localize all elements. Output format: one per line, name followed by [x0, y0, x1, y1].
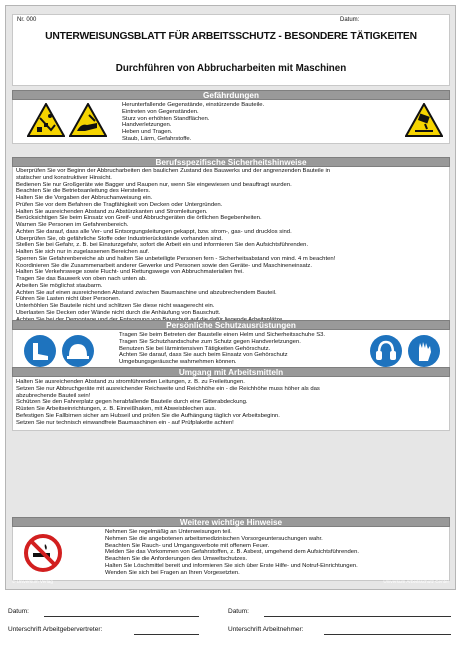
hazard-list: [122, 102, 264, 143]
list-item: Sperren Sie Gefahrenbereiche ab und halten Sie unbeteiligte Personen fern - Sicherheitsabstand von mind. 4 m beachten!: [16, 255, 336, 262]
list-item: Setzen Sie nur technisch einwandfreie Baumaschinen ein - auf Prüfplakette achten!: [16, 419, 234, 426]
list-item: Halten Sie Löschmittel bereit und informieren Sie sich über Erste Hilfe- und Notruf-Einrichtungen.: [105, 562, 358, 569]
signature-employee-field[interactable]: [324, 634, 451, 635]
list-item: Halten Sie die Vorgaben der Abbruchanweisung ein.: [16, 195, 153, 201]
list-item: Schützen Sie den Fahrerplatz gegen herabfallende Bauteile durch eine Gitterabdeckung.: [16, 399, 248, 406]
sheet-header: [12, 14, 450, 86]
list-item: Prüfen Sie vor dem Befahren die Tragfähigkeit von Decken oder Untergründen.: [16, 201, 223, 208]
section-safety-instructions: [12, 157, 450, 329]
header-date-label: Datum:: [340, 17, 360, 23]
safety-shoes-icon: [23, 334, 57, 368]
safety-list: [16, 168, 448, 323]
page-subtitle: Durchführen von Abbrucharbeiten mit Maschinen: [115, 63, 347, 74]
footer-publisher: © Universum Verlag: [12, 579, 53, 584]
list-item: Setzen Sie nur Abbruchgeräte mit ausreichender Reichweite und Reichhöhe ein - die Reichhöhe muss höher als das: [16, 385, 320, 392]
list-item: Halten Sie ausreichenden Abstand zu Abstürzkanten und Stromleitungen.: [16, 208, 208, 215]
list-item: abzubrechende Bauteil sein!: [16, 392, 91, 399]
list-item: Wenden Sie sich bei Fragen an Ihren Vorgesetzten.: [105, 569, 240, 576]
list-item: Überprüfen Sie, ob gefährliche Stoffe oder Industrierückstände vorhanden sind.: [16, 235, 223, 242]
list-item: Staub, Lärm, Gefahrstoffe.: [122, 135, 192, 142]
signature-employee-label: Unterschrift Arbeitnehmer:: [228, 626, 304, 633]
gloves-icon: [407, 334, 441, 368]
notes-list: [105, 529, 359, 576]
list-item: Arbeiten Sie möglichst staubarm.: [16, 282, 103, 289]
list-item: Tragen Sie Schutzhandschuhe zum Schutz gegen Handverletzungen.: [119, 338, 301, 345]
signature-employer-label: Unterschrift Arbeitgebervertreter:: [8, 626, 103, 633]
list-item: Halten Sie sich nur in zugelassenen Bereichen auf.: [16, 249, 150, 255]
list-item: Koordinieren Sie die Zusammenarbeit anderer Gewerke und Personen sowie den Geräte- und Maschineneinsatz.: [16, 262, 313, 269]
list-item: Unterhöhlen Sie Bauteile nicht und schlitzen Sie diese nicht waagerecht ein.: [16, 303, 215, 309]
falling-load-warning-icon: [405, 103, 443, 137]
page-title: UNTERWEISUNGSBLATT FÜR ARBEITSSCHUTZ - BESONDERE TÄTIGKEITEN: [45, 31, 417, 42]
no-smoking-no-fire-icon: [23, 533, 63, 573]
list-item: Stellen Sie bei Gefahr, z. B. bei Einsturzgefahr, sofort die Arbeit ein und informieren Sie den Aufsichtsführenden.: [16, 242, 309, 249]
list-item: Eintreten von Gegenständen.: [122, 108, 199, 115]
list-item: Melden Sie das Vorkommen von Gefahrstoffen, z. B. Asbest, umgehend dem Aufsichtsführenden.: [105, 549, 359, 556]
list-item: Tragen Sie beim Betreten der Baustelle einen Helm und Sicherheitsschuhe S3.: [119, 332, 326, 338]
list-item: Beachten Sie Rauch- und Umgangsverbote mit offenem Feuer.: [105, 542, 270, 549]
section-title-safety: Berufsspezifische Sicherheitshinweise: [12, 157, 450, 167]
equipment-list: [16, 379, 448, 426]
signature-employer-field[interactable]: [134, 634, 199, 635]
list-item: Nehmen Sie die angebotenen arbeitsmedizinischen Vorsorgeuntersuchungen wahr.: [105, 535, 323, 542]
falling-objects-warning-icon: [27, 103, 65, 137]
section-title-ppe: Persönliche Schutzausrüstungen: [12, 320, 450, 330]
list-item: Befestigen Sie Fallbirnen sicher am Hubseil und prüfen Sie die Aufhängung täglich vor Arbeitsbeginn.: [16, 412, 280, 419]
list-item: Handverletzungen.: [122, 122, 172, 129]
section-title-hazards: Gefährdungen: [12, 90, 450, 100]
list-item: Beachten Sie die Betriebsanleitung des Herstellers.: [16, 188, 151, 195]
list-item: Halten Sie Verkehrswege sowie Flucht- und Rettungswege von Abbruchmaterialien frei.: [16, 269, 244, 276]
instruction-sheet: [5, 5, 456, 590]
list-item: Überprüfen Sie vor Beginn der Abbrucharbeiten den baulichen Zustand des Bauwerks und der angrenzenden Bauteile in: [16, 168, 331, 174]
signature-date-left-label: Datum:: [8, 608, 29, 615]
list-item: Halten Sie ausreichenden Abstand zu stromführenden Leitungen, z. B. zu Freileitungen.: [16, 379, 245, 385]
section-title-notes: Weitere wichtige Hinweise: [12, 517, 450, 527]
list-item: Berücksichtigen Sie beim Einsatz von Greif- und Abbruchgeräten die örtlichen Begebenheiten.: [16, 215, 262, 222]
list-item: Heben und Tragen.: [122, 129, 173, 135]
list-item: Bedienen Sie nur Großgeräte wie Bagger und Raupen nur, wenn Sie eingewiesen und beauftragt wurden.: [16, 181, 292, 188]
section-further-notes: [12, 517, 450, 581]
list-item: Beachten Sie die Anforderungen des Umweltschutzes.: [105, 556, 248, 562]
list-item: Herunterfallende Gegenstände, einstürzende Bauteile.: [122, 102, 265, 108]
list-item: Achten Sie darauf, dass alle Ver- und Entsorgungsleitungen gekappt, bzw. strom-, gas- und drucklos sind.: [16, 228, 292, 235]
hand-injury-warning-icon: [69, 103, 107, 137]
helmet-icon: [61, 334, 95, 368]
signature-date-left-field[interactable]: [44, 616, 199, 617]
list-item: Nehmen Sie regelmäßig an Unterweisungen teil.: [105, 529, 232, 535]
list-item: Rüsten Sie Arbeitseinrichtungen, z. B. Einreißhaken, mit Abweisblechen aus.: [16, 406, 217, 412]
signature-date-right-field[interactable]: [264, 616, 451, 617]
list-item: Überlasten Sie Decken oder Wände nicht durch die Anhäufung von Bauschutt.: [16, 309, 221, 316]
footer-center: Universum Arbeitsschutz Center: [383, 579, 449, 584]
list-item: Benutzen Sie bei lärmintensiven Tätigkeiten Gehörschutz.: [119, 345, 271, 352]
section-hazards: [12, 90, 450, 144]
section-work-equipment: [12, 367, 450, 431]
ear-protection-icon: [369, 334, 403, 368]
list-item: Führen Sie Lasten nicht über Personen.: [16, 296, 121, 303]
signature-date-right-label: Datum:: [228, 608, 249, 615]
section-title-equipment: Umgang mit Arbeitsmitteln: [12, 367, 450, 377]
list-item: Umgebungsgeräusche wahrnehmen können.: [119, 359, 237, 365]
list-item: Achten Sie auf einen ausreichenden Abstand zwischen Baumaschine und abzubrechendem Bauteil.: [16, 289, 277, 296]
ppe-list: [119, 332, 325, 366]
list-item: Warnen Sie Personen im Gefahrenbereich.: [16, 222, 129, 228]
list-item: Tragen Sie das Bauwerk von oben nach unten ab.: [16, 276, 147, 282]
sheet-number: Nr. 000: [17, 17, 37, 23]
list-item: Achten Sie darauf, dass Sie auch beim Einsatz von Gehörschutz: [119, 352, 288, 359]
list-item: statischer und konstruktiver Hinsicht.: [16, 174, 112, 181]
list-item: Sturz von erhöhten Standflächen.: [122, 115, 210, 122]
